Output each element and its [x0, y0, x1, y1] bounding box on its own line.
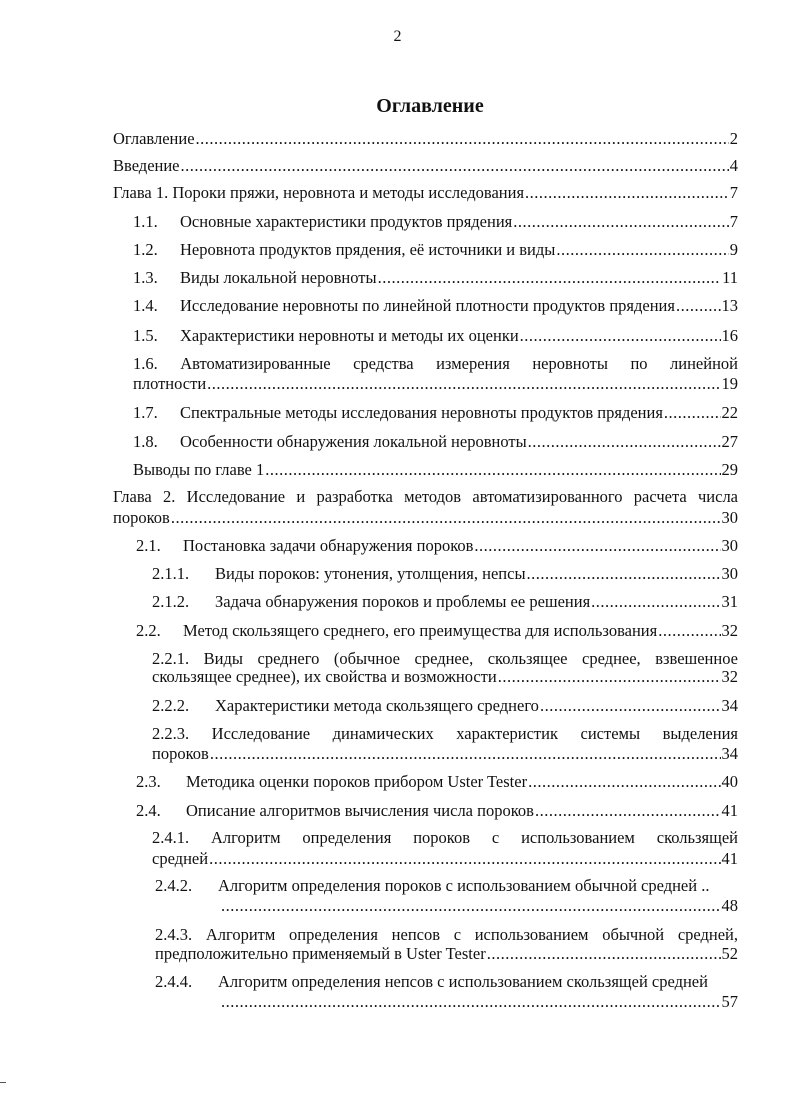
toc-entry-page: 7 [729, 183, 738, 202]
page-number: 2 [393, 28, 402, 45]
toc-entry-title: Алгоритм определения непсов с использованием обычной средней, [205, 925, 739, 944]
toc-entry[interactable] [152, 828, 738, 848]
toc-entry[interactable] [113, 487, 738, 507]
toc-entry-title: Исследование динамических характеристик системы выделения [211, 724, 739, 743]
dot-leader [265, 460, 720, 480]
toc-entry-page: 48 [721, 896, 738, 915]
toc-entry[interactable] [133, 268, 738, 288]
toc-entry-title: Алгоритм определения пороков с использованием обычной средней .. [218, 876, 710, 895]
dot-leader [378, 268, 722, 288]
toc-entry-title: Постановка задачи обнаружения пороков [183, 536, 474, 555]
toc-entry-title: Глава 2. Исследование и разработка методов автоматизированного расчета числа [113, 487, 738, 506]
toc-entry-page: 32 [721, 621, 738, 640]
toc-entry-page: 16 [721, 326, 738, 345]
dot-leader [221, 896, 721, 916]
dot-leader [221, 992, 721, 1012]
toc-entry[interactable] [133, 240, 738, 260]
toc-entry[interactable] [152, 564, 738, 584]
dot-leader [210, 744, 721, 764]
dot-leader [513, 212, 729, 232]
dot-leader [525, 183, 729, 203]
toc-entry[interactable] [113, 156, 738, 176]
toc-entry-number: 2.4.1. [152, 828, 190, 847]
toc-entry-title: Метод скользящего среднего, его преимущества для использования [183, 621, 658, 640]
toc-entry-number: 2.2.2. [152, 696, 190, 715]
toc-entry-title: Введение [113, 156, 180, 175]
toc-entry-title: Выводы по главе 1 [133, 460, 265, 479]
toc-entry-title: Методика оценки пороков прибором Uster Tester [186, 772, 528, 791]
toc-entry-title: Основные характеристики продуктов прядения [180, 212, 513, 231]
toc-entry[interactable] [152, 592, 738, 612]
toc-entry-title-continuation: средней [152, 849, 209, 868]
toc-entry[interactable] [113, 129, 738, 149]
dot-leader [196, 129, 729, 149]
toc-entry-continuation [220, 992, 738, 1012]
toc-entry[interactable] [155, 925, 738, 945]
toc-entry-number: 2.4.3. [155, 925, 193, 944]
toc-entry-continuation [152, 667, 738, 687]
toc-entry-number: 1.4. [133, 296, 158, 315]
dot-leader [556, 240, 728, 260]
toc-entry-page: 22 [721, 403, 738, 422]
toc-entry-continuation [113, 508, 738, 528]
toc-entry-number: 1.1. [133, 212, 158, 231]
toc-entry-page: 4 [729, 156, 738, 175]
dot-leader [528, 772, 720, 792]
toc-entry-title-continuation: предположительно применяемый в Uster Tester [155, 944, 486, 963]
toc-entry-page: 13 [721, 296, 738, 315]
toc-entry-number: 1.8. [133, 432, 158, 451]
dot-leader [474, 536, 720, 556]
scan-mark [0, 1082, 6, 1083]
toc-entry-number: 1.3. [133, 268, 158, 287]
toc-entry[interactable] [133, 432, 738, 452]
toc-entry-page: 30 [721, 508, 738, 527]
toc-entry[interactable] [152, 649, 738, 669]
toc-entry-number: 2.4. [136, 801, 161, 820]
toc-entry-title: Задача обнаружения пороков и проблемы ее решения [215, 592, 591, 611]
dot-leader [207, 374, 720, 394]
toc-entry-title-continuation: пороков [152, 744, 209, 763]
toc-entry-title-continuation: пороков [113, 508, 170, 527]
toc-entry-page: 2 [729, 129, 738, 148]
toc-entry[interactable] [152, 724, 738, 744]
toc-entry-title: Особенности обнаружения локальной неровноты [180, 432, 527, 451]
toc-entry-page: 52 [721, 944, 738, 963]
dot-leader [171, 508, 721, 528]
toc-entry-title: Виды пороков: утонения, утолщения, непсы [215, 564, 526, 583]
toc-entry-page: 32 [721, 667, 738, 686]
dot-leader [498, 667, 721, 687]
toc-entry[interactable] [133, 354, 738, 374]
toc-entry-page: 19 [721, 374, 738, 393]
toc-entry-page: 7 [729, 212, 738, 231]
toc-entry-number: 2.1.2. [152, 592, 190, 611]
toc-entry-continuation [155, 944, 738, 964]
dot-leader [658, 621, 720, 641]
toc-entry-title: Спектральные методы исследования неровноты продуктов прядения [180, 403, 663, 422]
toc-entry-continuation [220, 896, 738, 916]
dot-leader [540, 696, 721, 716]
toc-entry-title-continuation: скользящее среднее), их свойства и возможности [152, 667, 497, 686]
toc-entry-continuation [152, 744, 738, 764]
toc-entry-number: 2.2. [136, 621, 161, 640]
toc-entry-page: 57 [721, 992, 738, 1011]
dot-leader [664, 403, 721, 423]
toc-entry-title: Характеристики метода скользящего среднего [215, 696, 539, 715]
toc-entry-number: 1.2. [133, 240, 158, 259]
toc-entry-page: 29 [721, 460, 738, 479]
toc-entry-page: 40 [721, 772, 738, 791]
toc-entry-page: 11 [722, 268, 738, 287]
dot-leader [591, 592, 720, 612]
toc-entry-number: 1.7. [133, 403, 158, 422]
toc-entry-page: 30 [721, 564, 738, 583]
toc-entry-page: 34 [721, 744, 738, 763]
dot-leader [535, 801, 721, 821]
toc-entry-title: Алгоритм определения непсов с использованием скользящей средней [218, 972, 708, 991]
toc-entry[interactable] [155, 972, 738, 992]
dot-leader [520, 326, 721, 346]
toc-entry-continuation [152, 849, 738, 869]
toc-entry-title: Алгоритм определения пороков с использованием скользящей [211, 828, 739, 847]
toc-entry[interactable] [113, 183, 738, 203]
toc-entry-page: 41 [721, 849, 738, 868]
toc-entry-title: Оглавление [113, 129, 195, 148]
toc-entry-number: 2.1. [136, 536, 161, 555]
dot-leader [528, 432, 721, 452]
toc-entry-number: 2.1.1. [152, 564, 190, 583]
toc-entry-number: 1.5. [133, 326, 158, 345]
toc-entry-number: 2.2.1. [152, 649, 190, 668]
toc-entry-title: Виды среднего (обычное среднее, скользящее среднее, взвешенное [203, 649, 738, 668]
dot-leader [487, 944, 721, 964]
toc-entry[interactable] [133, 212, 738, 232]
toc-entry-title: Исследование неровноты по линейной плотности продуктов прядения [180, 296, 675, 315]
toc-entry[interactable] [152, 696, 738, 716]
toc-entry[interactable] [133, 403, 738, 423]
toc-entry-title: Характеристики неровноты и методы их оценки [180, 326, 519, 345]
page-title: Оглавление [376, 95, 484, 117]
toc-entry[interactable] [133, 326, 738, 346]
toc-entry-page: 31 [721, 592, 738, 611]
dot-leader [527, 564, 721, 584]
toc-entry[interactable] [136, 621, 738, 641]
toc-entry-title: Виды локальной неровноты [180, 268, 377, 287]
toc-entry-number: 1.6. [133, 354, 158, 373]
toc-entry[interactable] [136, 801, 738, 821]
dot-leader [676, 296, 721, 316]
toc-entry-title: Глава 1. Пороки пряжи, неровнота и методы исследования [113, 183, 525, 202]
toc-entry[interactable] [136, 772, 738, 792]
toc-entry-page: 27 [721, 432, 738, 451]
toc-entry-title: Описание алгоритмов вычисления числа пороков [186, 801, 534, 820]
toc-entry-page: 34 [721, 696, 738, 715]
toc-entry-title: Автоматизированные средства измерения неровноты по линейной [180, 354, 738, 373]
toc-entry-title-continuation: плотности [133, 374, 207, 393]
toc-entry[interactable] [133, 296, 738, 316]
toc-entry-page: 30 [721, 536, 738, 555]
toc-entry-page: 9 [729, 240, 738, 259]
dot-leader [209, 849, 720, 869]
toc-entry[interactable] [155, 876, 738, 896]
toc-entry-number: 2.2.3. [152, 724, 190, 743]
toc-entry-number: 2.4.2. [155, 876, 193, 895]
toc-entry-title: Неровнота продуктов прядения, её источники и виды [180, 240, 556, 259]
toc-entry[interactable] [136, 536, 738, 556]
toc-entry-number: 2.4.4. [155, 972, 193, 991]
toc-entry-number: 2.3. [136, 772, 161, 791]
toc-entry-continuation [133, 374, 738, 394]
dot-leader [181, 156, 729, 176]
toc-entry[interactable] [133, 460, 738, 480]
toc-entry-page: 41 [721, 801, 738, 820]
